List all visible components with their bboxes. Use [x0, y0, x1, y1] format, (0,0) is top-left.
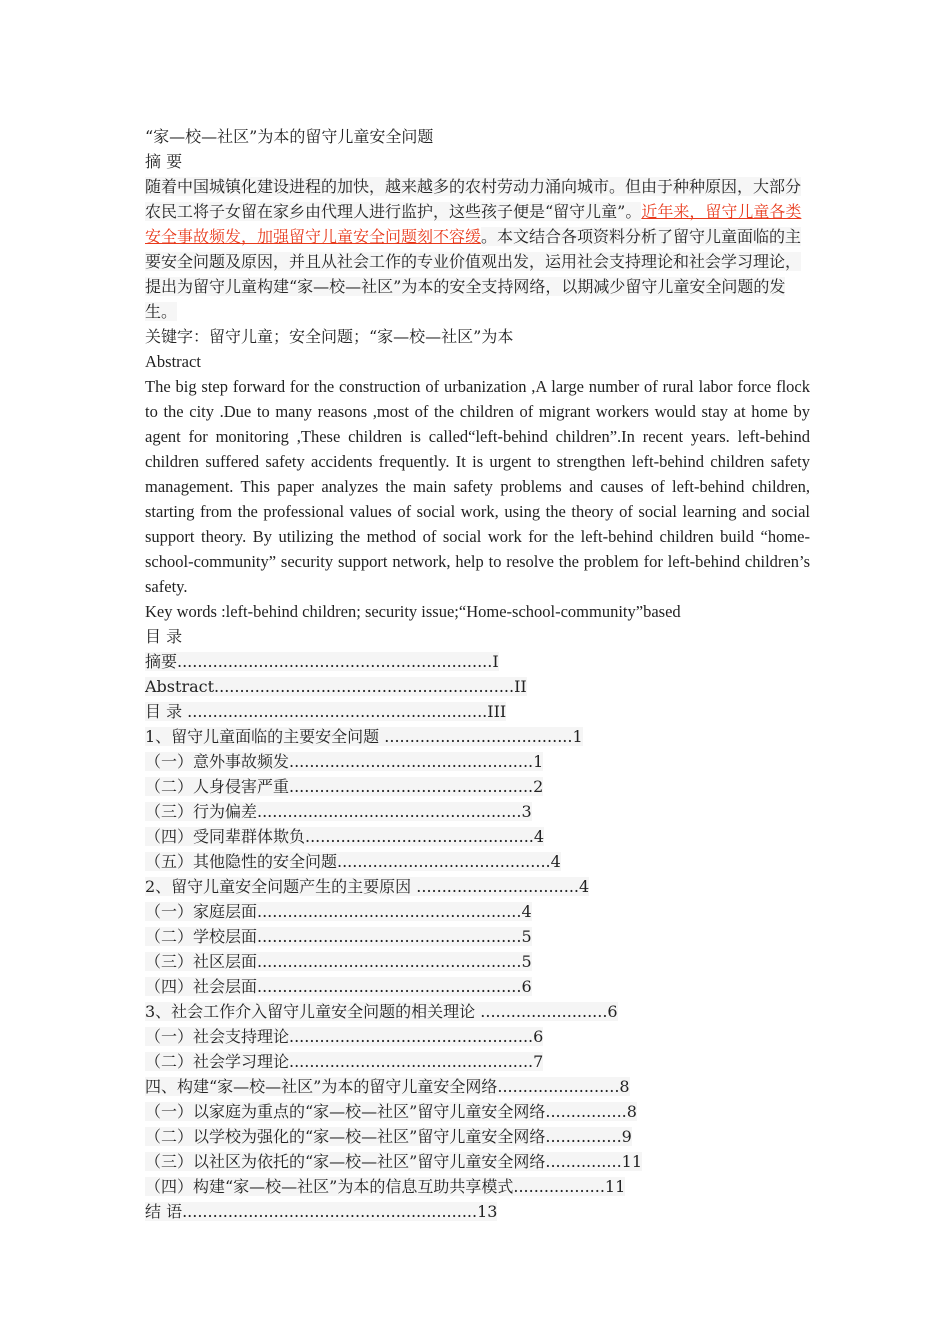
- toc-item[interactable]: （三）以社区为依托的“家—校—社区”留守儿童安全网络...............11: [145, 1152, 643, 1171]
- abstract-cn-highlight: 近年来，留守儿童各类安全事故频发，加强留守儿童安全问题刻不容缓: [145, 202, 802, 246]
- abstract-cn-body: [145, 174, 810, 324]
- toc-item[interactable]: 四、构建“家—校—社区”为本的留守儿童安全网络........................8: [145, 1077, 630, 1096]
- toc-item[interactable]: （四）受同辈群体欺负.............................................4: [145, 827, 545, 846]
- toc-item[interactable]: （二）学校层面....................................................5: [145, 927, 532, 946]
- table-of-contents: [145, 649, 810, 1224]
- toc-item[interactable]: Abstract...........................................................II: [145, 677, 527, 696]
- document-title: “家—校—社区”为本的留守儿童安全问题: [145, 127, 434, 146]
- toc-item[interactable]: 结 语..........................................................13: [145, 1202, 498, 1221]
- abstract-en-body: The big step forward for the construction of urbanization ,A large number of rural labor force flock to the city .Due to many reasons ,most of the children of migrant workers would stay at home by agent for monitoring ,These children is called“left-behind children”.In recent years. left-behind children suffered safety accidents frequently. It is urgent to strengthen left-behind children safety management. This paper analyzes the main safety problems and causes of left-behind children, starting from the professional values of social work, using the theory of social learning and social support theory. By utilizing the method of social work for the left-behind children build “home-school-community” security support network, help to resolve the problem for left-behind children’s safety.: [145, 377, 810, 596]
- keywords-en: Key words :left-behind children; security issue;“Home-school-community”based: [145, 602, 681, 621]
- toc-item[interactable]: 摘要..............................................................I: [145, 652, 499, 671]
- toc-item[interactable]: （二）社会学习理论................................................7: [145, 1052, 544, 1071]
- toc-item[interactable]: （五）其他隐性的安全问题..........................................4: [145, 852, 561, 871]
- toc-item[interactable]: （三）行为偏差....................................................3: [145, 802, 532, 821]
- toc-item[interactable]: （四）构建“家—校—社区”为本的信息互助共享模式..................11: [145, 1177, 626, 1196]
- toc-item[interactable]: （一）以家庭为重点的“家—校—社区”留守儿童安全网络................8: [145, 1102, 637, 1121]
- toc-item[interactable]: 1、留守儿童面临的主要安全问题 .....................................1: [145, 727, 583, 746]
- keywords-cn: 关键字：留守儿童；安全问题；“家—校—社区”为本: [145, 327, 514, 346]
- toc-item[interactable]: （二）人身侵害严重................................................2: [145, 777, 544, 796]
- abstract-en-heading: Abstract: [145, 352, 201, 371]
- abstract-cn-heading: 摘 要: [145, 152, 183, 171]
- toc-heading: 目 录: [145, 627, 183, 646]
- toc-item[interactable]: （一）家庭层面....................................................4: [145, 902, 532, 921]
- abstract-cn-text-end: 。本文结合各项资料分析了留守儿童面临的主要安全问题及原因，并且从社会工作的专业价值观出发，运用社会支持理论和社会学习理论，提出为留守儿童构建“家—校—社区”为本的安全支持网络，以期减少留守儿童安全问题的发生。: [145, 227, 802, 321]
- toc-item[interactable]: （二）以学校为强化的“家—校—社区”留守儿童安全网络...............9: [145, 1127, 632, 1146]
- toc-item[interactable]: （一）社会支持理论................................................6: [145, 1027, 544, 1046]
- document-page: [145, 124, 810, 1224]
- toc-item[interactable]: （一）意外事故频发................................................1: [145, 752, 544, 771]
- toc-item[interactable]: （四）社会层面....................................................6: [145, 977, 532, 996]
- abstract-cn-text: 随着中国城镇化建设进程的加快，越来越多的农村劳动力涌向城市。但由于种种原因，大部分农民工将子女留在家乡由代理人进行监护，这些孩子便是“留守儿童”。: [145, 177, 802, 221]
- toc-item[interactable]: 2、留守儿童安全问题产生的主要原因 ................................4: [145, 877, 590, 896]
- toc-item[interactable]: 目 录 ...........................................................III: [145, 702, 507, 721]
- toc-item[interactable]: 3、社会工作介入留守儿童安全问题的相关理论 .........................6: [145, 1002, 618, 1021]
- toc-item[interactable]: （三）社区层面....................................................5: [145, 952, 532, 971]
